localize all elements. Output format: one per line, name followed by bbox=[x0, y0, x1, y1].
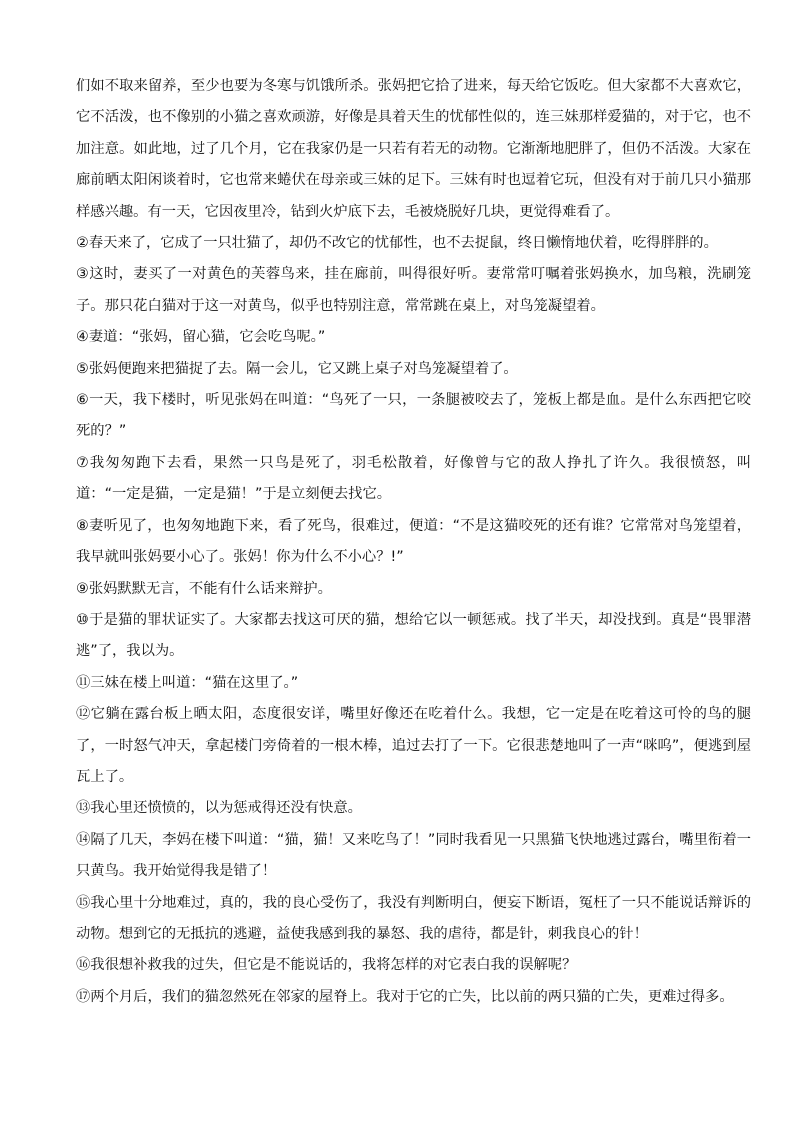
paragraph-16: ⑯我很想补救我的过失，但它是不能说话的，我将怎样的对它表白我的误解呢？ bbox=[76, 957, 577, 974]
document-page bbox=[76, 71, 751, 1013]
paragraph-13: ⑬我心里还愤愤的，以为惩戒得还没有快意。 bbox=[76, 800, 362, 817]
paragraph-3: ③这时，妻买了一对黄色的芙蓉鸟来，挂在廊前，叫得很好听。妻常常叮嘱着张妈换水，加鸟粮，洗刷笼子。那只花白猫对于这一对黄鸟，似乎也特别注意，常常跳在桌上，对鸟笼凝望着。 bbox=[76, 266, 751, 314]
paragraph-9: ⑨张妈默默无言，不能有什么话来辩护。 bbox=[76, 580, 332, 597]
paragraph-12: ⑫它躺在露台板上晒太阳，态度很安详，嘴里好像还在吃着什么。我想，它一定是在吃着这可怜的鸟的腿了，一时怒气冲天，拿起楼门旁倚着的一根木棒，追过去打了一下。它很悲楚地叫了一声“咪呜”，便逃到屋瓦上了。 bbox=[76, 706, 751, 785]
paragraph-10: ⑩于是猫的罪状证实了。大家都去找这可厌的猫，想给它以一顿惩戒。找了半天，却没找到。真是“畏罪潜逃”了，我以为。 bbox=[76, 611, 751, 660]
paragraph-5: ⑤张妈便跑来把猫捉了去。隔一会儿，它又跳上桌子对鸟笼凝望着了。 bbox=[76, 360, 518, 377]
paragraph-14: ⑭隔了几天，李妈在楼下叫道：“猫，猫！又来吃鸟了！”同时我看见一只黑猫飞快地逃过露台，嘴里衔着一只黄鸟。我开始觉得我是错了！ bbox=[76, 831, 751, 880]
paragraph-4: ④妻道：“张妈，留心猫，它会吃鸟呢。” bbox=[76, 329, 326, 346]
paragraph-11: ⑪三妹在楼上叫道：“猫在这里了。” bbox=[76, 674, 299, 691]
paragraph-7: ⑦我匆匆跑下去看，果然一只鸟是死了，羽毛松散着，好像曾与它的敌人挣扎了许久。我很愤怒，叫道：“一定是猫，一定是猫！”于是立刻便去找它。 bbox=[76, 454, 751, 503]
paragraph-17: ⑰两个月后，我们的猫忽然死在邻家的屋脊上。我对于它的亡失，比以前的两只猫的亡失，更难过得多。 bbox=[76, 988, 734, 1005]
paragraph-6: ⑥一天，我下楼时，听见张妈在叫道：“鸟死了一只，一条腿被咬去了，笼板上都是血。是什么东西把它咬死的？” bbox=[76, 392, 751, 440]
paragraph-continued: 们如不取来留养，至少也要为冬寒与饥饿所杀。张妈把它拾了进来，每天给它饭吃。但大家都不大喜欢它，它不活泼，也不像别的小猫之喜欢顽游，好像是具着天生的忧郁性似的，连三妹那样爱猫的，对于它，也不加注意。如此地，过了几个月，它在我家仍是一只若有若无的动物。它渐渐地肥胖了，但仍不活泼。大家在廊前晒太阳闲谈着时，它也常来蜷伏在母亲或三妹的足下。三妹有时也逗着它玩，但没有对于前几只小猫那样感兴趣。有一天，它因夜里冷，钻到火炉底下去，毛被烧脱好几块，更觉得难看了。 bbox=[76, 78, 751, 220]
paragraph-15: ⑮我心里十分地难过，真的，我的良心受伤了，我没有判断明白，便妄下断语，冤枉了一只不能说话辩诉的动物。想到它的无抵抗的逃避，益使我感到我的暴怒、我的虐待，都是针，刺我良心的针！ bbox=[76, 894, 751, 942]
paragraph-2: ②春天来了，它成了一只壮猫了，却仍不改它的忧郁性，也不去捉鼠，终日懒惰地伏着，吃得胖胖的。 bbox=[76, 235, 718, 252]
paragraph-8: ⑧妻听见了，也匆匆地跑下来，看了死鸟，很难过，便道：“不是这猫咬死的还有谁？它常常对鸟笼望着，我早就叫张妈要小心了。张妈！你为什么不小心？!” bbox=[76, 517, 751, 566]
